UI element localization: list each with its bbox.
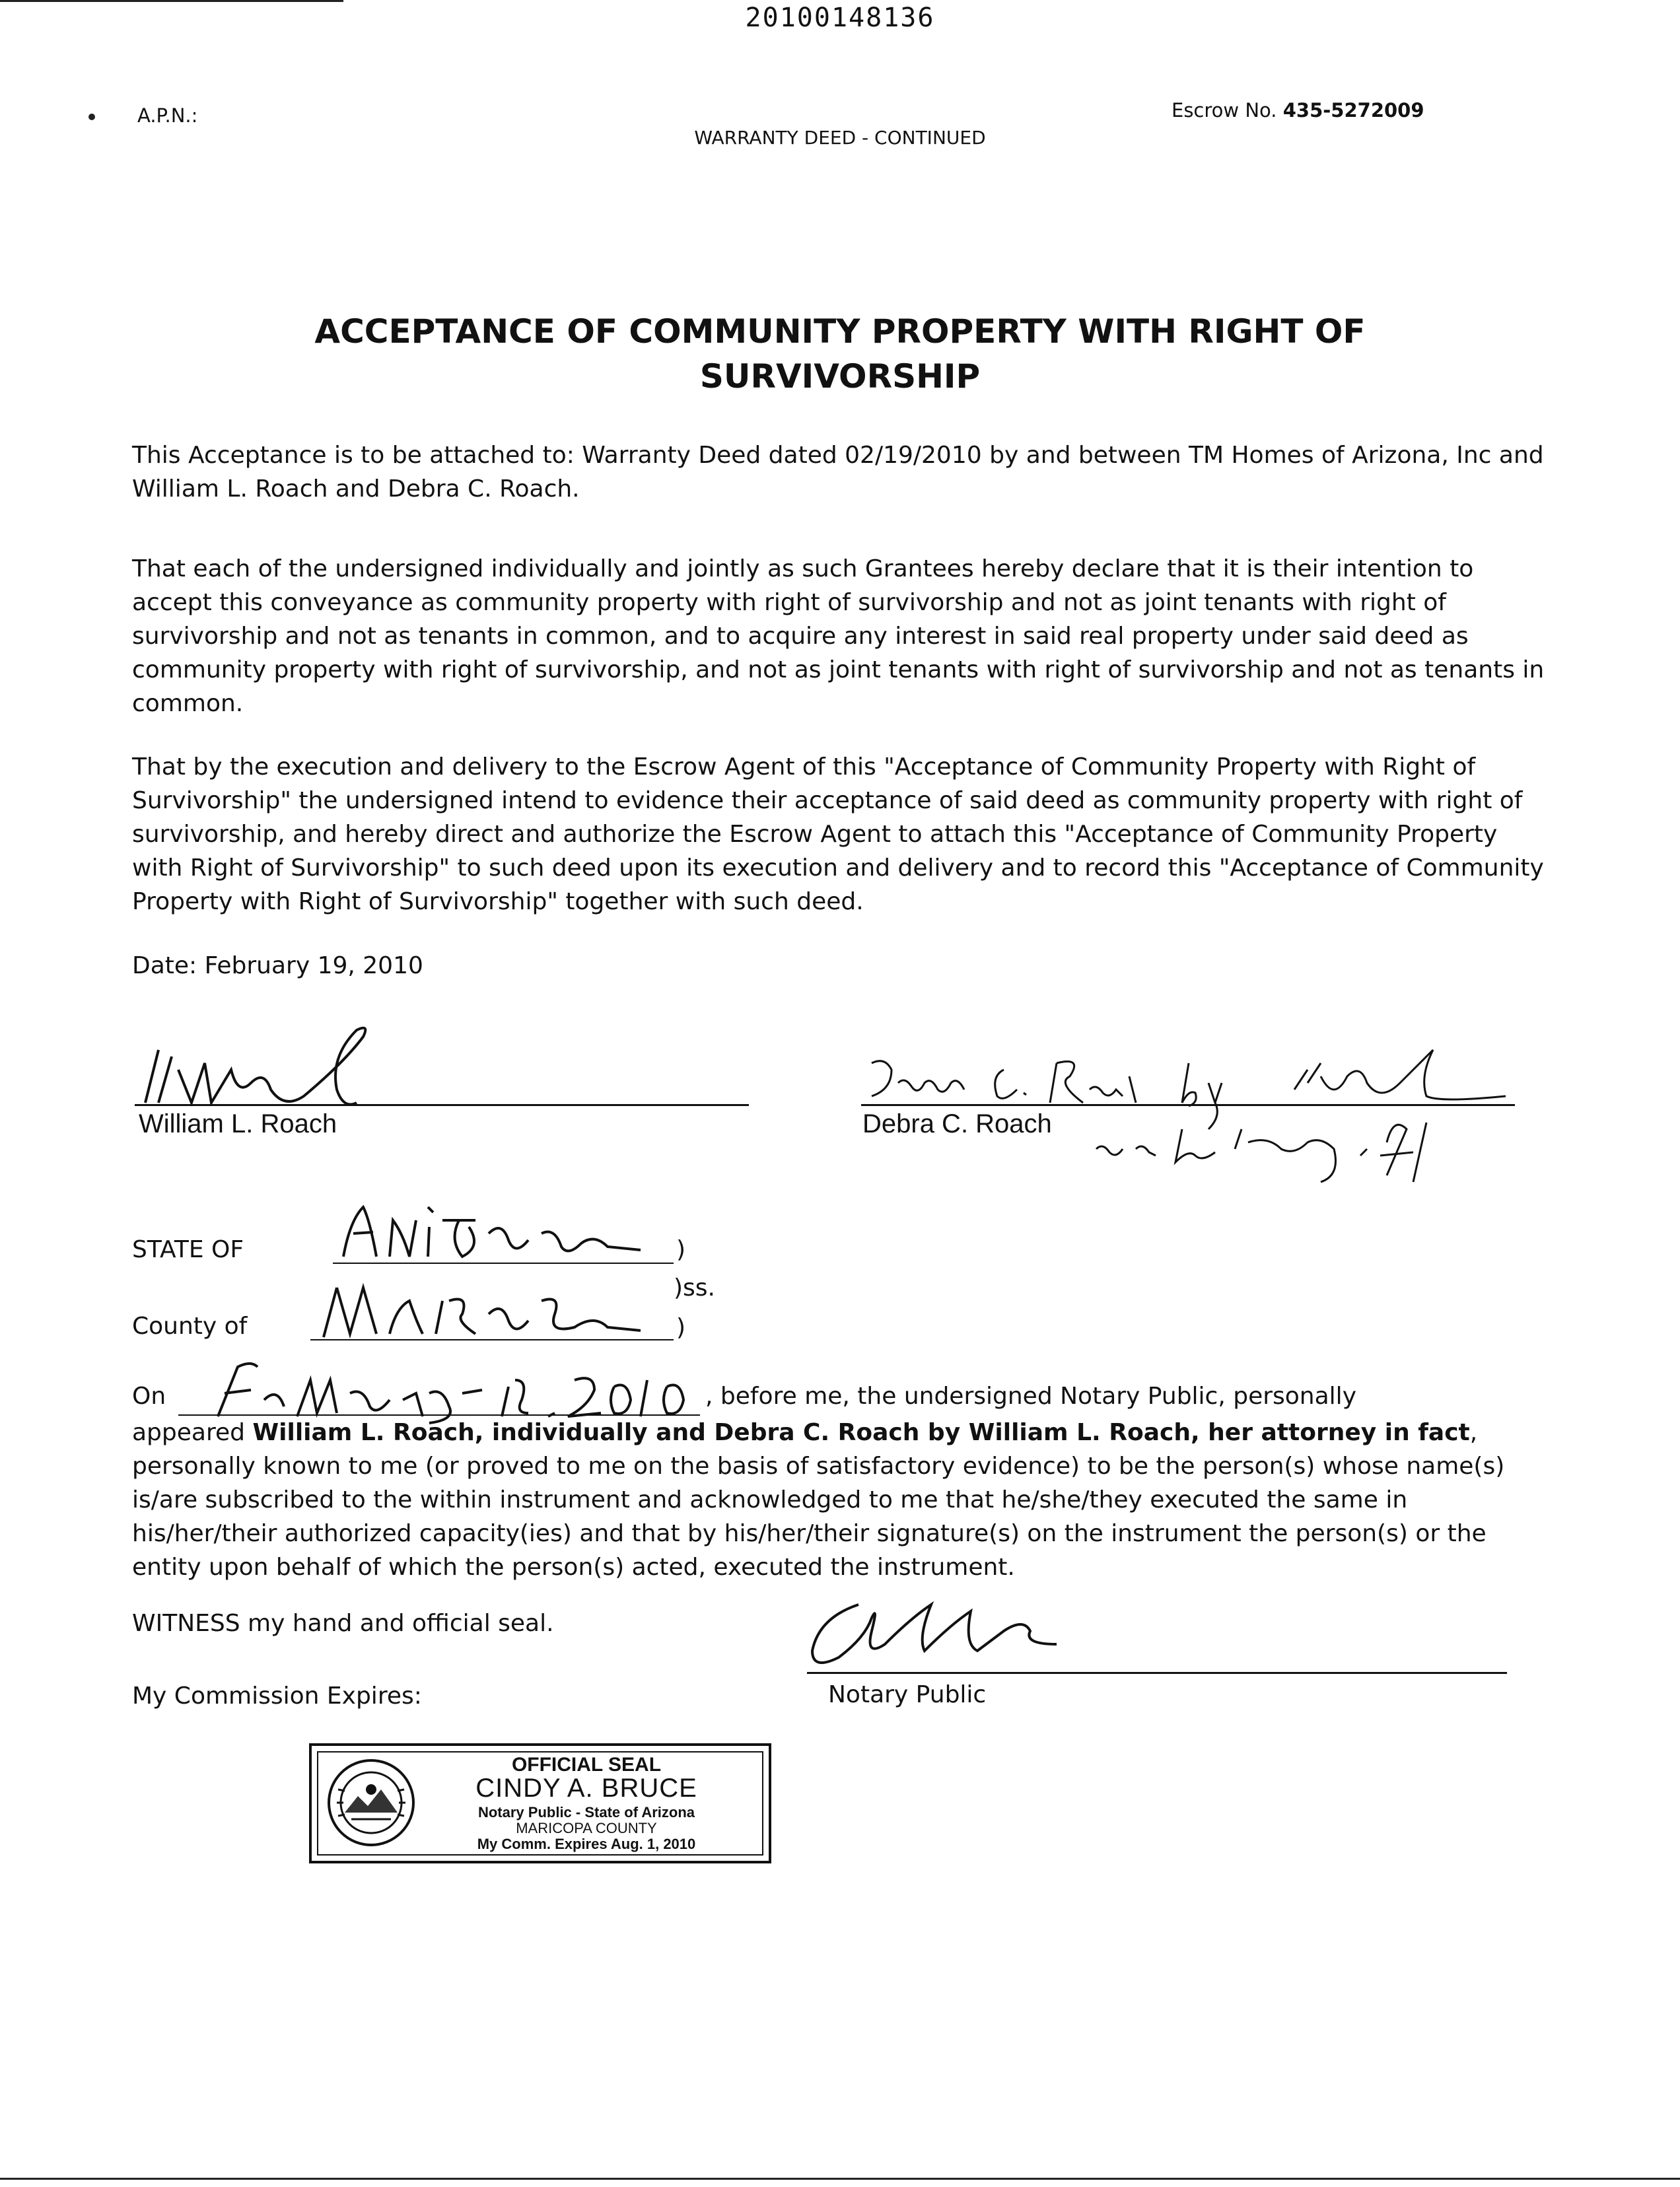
title-line-2: SURVIVORSHIP (699, 357, 981, 396)
appeared-names: William L. Roach, individually and Debra C. Roach by William L. Roach, her attorney in fact (252, 1419, 1470, 1446)
seal-line-4: MARICOPA COUNTY (516, 1820, 657, 1836)
paragraph-declaration: That each of the undersigned individually and jointly as such Grantees hereby declare that it is their intention to accept this conveyance as community property with right of survivorship and not as joint tenants with right of survivorship and not as tenants in common, and to acquire any interest in said real property under said deed as community property with right of survivorship, and not as joint tenants with right of survivorship and not as tenants in common. (132, 555, 1545, 717)
escrow-label: Escrow No. (1172, 99, 1277, 122)
seal-line-5: My Comm. Expires Aug. 1, 2010 (477, 1836, 696, 1852)
handwritten-county (310, 1274, 680, 1347)
signer-name-2: Debra C. Roach (862, 1109, 1052, 1138)
on-label: On (132, 1383, 166, 1410)
signer-name-1: William L. Roach (139, 1109, 337, 1138)
bottom-rule (0, 2178, 1680, 2180)
signature-william-roach (132, 1010, 409, 1116)
signature-line-2 (861, 1104, 1515, 1106)
notary-signature-line (807, 1672, 1507, 1674)
notary-public-label: Notary Public (828, 1681, 987, 1708)
county-fill-line (310, 1339, 674, 1340)
signature-line-1 (135, 1104, 749, 1106)
arizona-seal-icon (325, 1756, 417, 1849)
top-rule (0, 0, 343, 2)
document-number: 20100148136 (745, 3, 935, 33)
county-paren: ) (676, 1314, 686, 1341)
deed-subtitle: WARRANTY DEED - CONTINUED (694, 127, 986, 149)
appeared-prefix: appeared (132, 1419, 253, 1446)
date-line: Date: February 19, 2010 (132, 952, 423, 979)
witness-line: WITNESS my hand and official seal. (132, 1610, 554, 1637)
commission-expires-label: My Commission Expires: (132, 1683, 422, 1710)
appeared-suffix: , personally known to me (or proved to me on the basis of satisfactory evidence) to be the person(s) whose name(s) is/are subscribed to the within instrument and acknowledged to me that he/she/they executed the same in his/her/their authorized capacity(ies) and that by his/her/their signature(s) on the instrument the person(s) or the entity upon behalf of which the person(s) acted, executed the instrument. (132, 1419, 1505, 1581)
notary-signature (806, 1591, 1123, 1677)
apn-label: A.P.N.: (137, 104, 198, 127)
acknowledgment-paragraph (132, 1416, 1558, 1584)
on-rest-text: , before me, the undersigned Notary Public, personally (705, 1383, 1356, 1410)
state-label: STATE OF (132, 1236, 244, 1263)
state-paren: ) (676, 1236, 686, 1263)
paragraph-attachment: This Acceptance is to be attached to: Warranty Deed dated 02/19/2010 by and between TM Homes of Arizona, Inc and William L. Roach and Debra C. Roach. (132, 442, 1544, 503)
escrow-value: 435-5272009 (1282, 99, 1424, 122)
seal-line-3: Notary Public - State of Arizona (477, 1804, 695, 1821)
escrow-number (1172, 99, 1424, 122)
seal-line-2: CINDY A. BRUCE (475, 1774, 697, 1803)
seal-line-1: OFFICIAL SEAL (511, 1754, 662, 1776)
margin-dot (88, 114, 95, 120)
paragraph-execution: That by the execution and delivery to the Escrow Agent of this "Acceptance of Community Property with Right of Survivorship" the undersigned intend to evidence their acceptance of said deed as community property with right of survivorship, and hereby direct and authorize the Escrow Agent to attach this "Acceptance of Community Property with Right of Survivorship" to such deed upon its execution and delivery and to record this "Acceptance of Community Property with Right of Survivorship" together with such deed. (132, 753, 1544, 915)
handwritten-state (330, 1194, 674, 1267)
document-title (198, 309, 1482, 399)
ss-label: )ss. (674, 1274, 715, 1302)
official-seal-stamp (309, 1743, 774, 1866)
title-line-1: ACCEPTANCE OF COMMUNITY PROPERTY WITH RIGHT OF (314, 312, 1366, 351)
state-fill-line (333, 1263, 674, 1264)
county-label: County of (132, 1313, 248, 1340)
